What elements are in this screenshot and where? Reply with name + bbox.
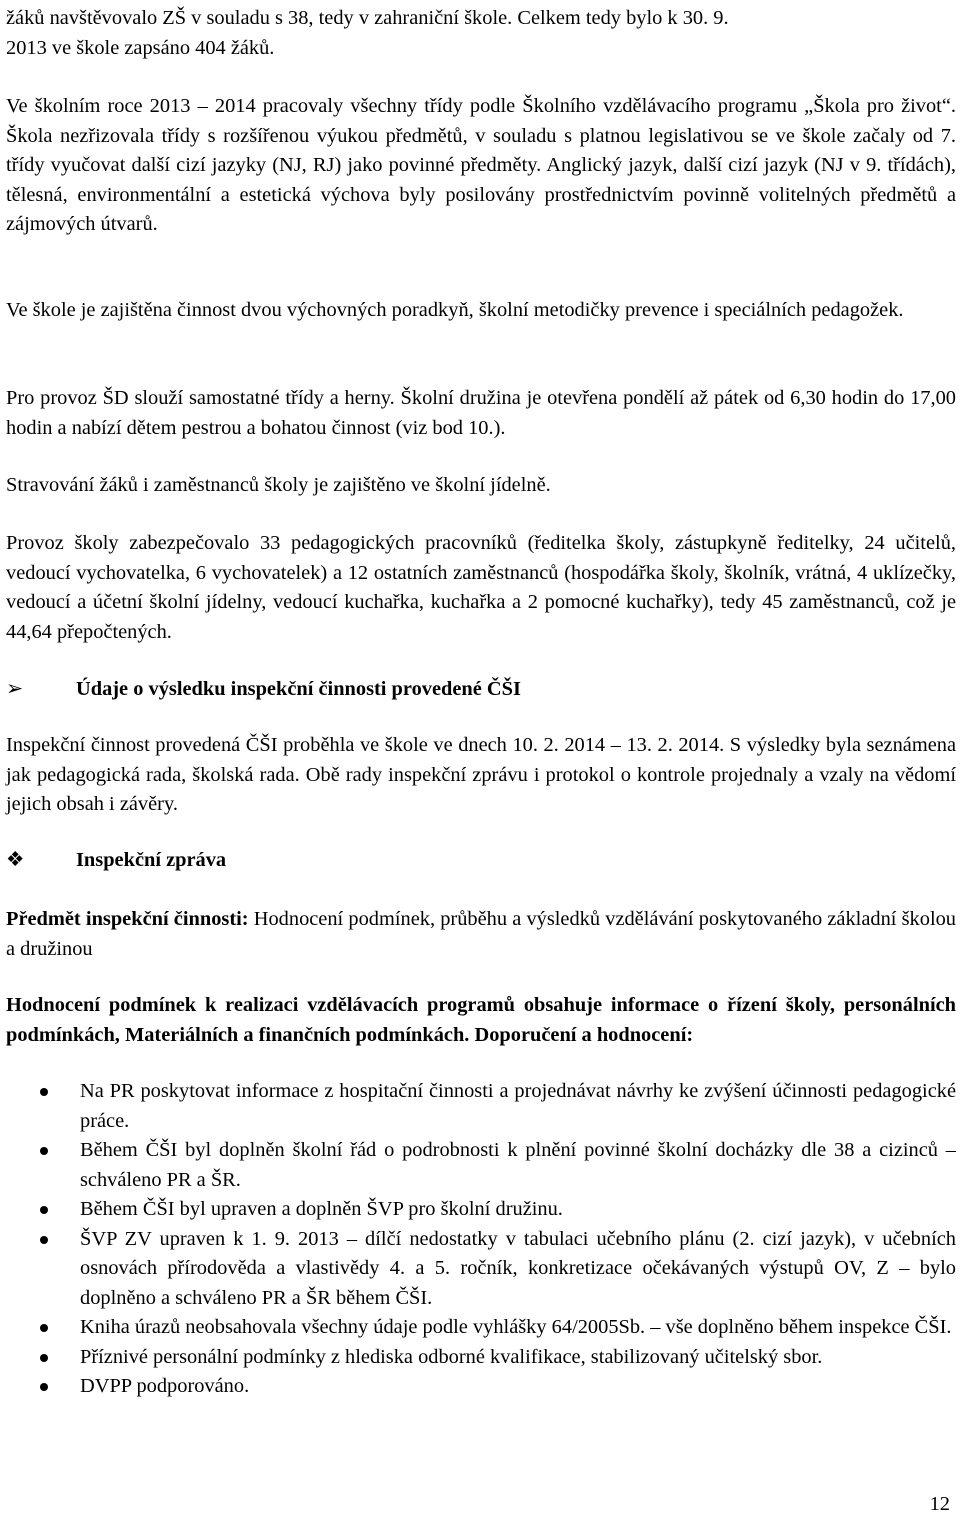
list-item: Během ČŠI byl upraven a doplněn ŠVP pro školní družinu.: [6, 1195, 956, 1225]
recommendations-list: [6, 1077, 956, 1402]
paragraph-evaluation-heading: Hodnocení podmínek k realizaci vzdělávacích programů obsahuje informace o řízení školy, personálních podmínkách, Materiálních a finančních podmínkách. Doporučení a hodnocení:: [6, 994, 956, 1046]
paragraph-inspection-dates: Inspekční činnost provedená ČŠI proběhla ve škole ve dnech 10. 2. 2014 – 13. 2. 2014. S výsledky byla seznámena jak pedagogická rada, školská rada. Obě rady inspekční zprávu i protokol o kontrole projednaly a vzaly na vědomí jejich obsah i závěry.: [6, 734, 956, 815]
paragraph-line: 2013 ve škole zapsáno 404 žáků.: [6, 36, 275, 59]
list-item: DVPP podporováno.: [6, 1372, 956, 1402]
bullet-dot-icon: [40, 1088, 48, 1096]
paragraph-canteen: Stravování žáků i zaměstnanců školy je zajištěno ve školní jídelně.: [6, 474, 551, 496]
paragraph-counselors: Ve škole je zajištěna činnost dvou výchovných poradkyň, školní metodičky prevence i speciálních pedagožek.: [6, 299, 904, 321]
bullet-dot-icon: [40, 1147, 48, 1155]
list-item: Během ČŠI byl doplněn školní řád o podrobnosti k plnění povinné školní docházky dle 38 a cizinců – schváleno PR a ŠR.: [6, 1136, 956, 1195]
diamond-bullet-icon: ❖: [6, 849, 25, 871]
paragraph-inspection-subject: [6, 905, 956, 964]
section-title: Údaje o výsledku inspekční činnosti provedené ČŠI: [76, 678, 521, 700]
page-number: 12: [929, 1493, 950, 1515]
paragraph-line: žáků navštěvovalo ZŠ v souladu s 38, tedy v zahraniční škole. Celkem tedy bylo k 30. 9.: [6, 7, 729, 29]
inspection-subject-text: Hodnocení podmínek, průběhu a výsledků vzdělávání poskytovaného základní školou a družinou: [6, 908, 956, 960]
paragraph-curriculum: Ve školním roce 2013 – 2014 pracovaly všechny třídy podle Školního vzdělávacího programu „Škola pro život“. Škola nezřizovala třídy s rozšířenou výukou předmětů, v souladu s platnou legislativou se ve škole začaly od 7. třídy vyučovat další cizí jazyky (NJ, RJ) jako povinné předměty. Anglický jazyk, další cizí jazyk (NJ v 9. třídách), tělesná, environmentální a estetická výchova byly posilovány prostřednictvím povinně volitelných předmětů a zájmových útvarů.: [6, 95, 956, 235]
list-item: Příznivé personální podmínky z hlediska odborné kvalifikace, stabilizovaný učitelský sbor.: [6, 1343, 956, 1373]
bullet-dot-icon: [40, 1324, 48, 1332]
section-heading-inspection-report: [6, 846, 956, 876]
section-title: Inspekční zpráva: [76, 849, 227, 871]
paragraph-after-school-club: Pro provoz ŠD slouží samostatné třídy a herny. Školní družina je otevřena pondělí až pátek od 6,30 hodin do 17,00 hodin a nabízí dětem pestrou a bohatou činnost (viz bod 10.).: [6, 387, 956, 439]
arrow-bullet-icon: ➢: [6, 678, 24, 700]
inspection-subject-label: Předmět inspekční činnosti:: [6, 908, 249, 930]
paragraph-staff: Provoz školy zabezpečovalo 33 pedagogických pracovníků (ředitelka školy, zástupkyně ředitelky, 24 učitelů, vedoucí vychovatelka, 6 vychovatelek) a 12 ostatních zaměstnanců (hospodářka školy, školník, vrátná, 4 uklízečky, vedoucí a účetní školní jídelny, vedoucí kuchařka, kuchařka a 2 pomocné kuchařky), tedy 45 zaměstnanců, což je 44,64 přepočtených.: [6, 532, 956, 643]
bullet-dot-icon: [40, 1206, 48, 1214]
bullet-dot-icon: [40, 1236, 48, 1244]
list-item: ŠVP ZV upraven k 1. 9. 2013 – dílčí nedostatky v tabulaci učebního plánu (2. cizí jazyk), v učebních osnovách přírodověda a vlastivědy 4. a 5. ročník, konkretizace očekávaných výstupů OV, Z – bylo doplněno a schváleno PR a ŠR během ČŠI.: [6, 1225, 956, 1314]
paragraph-continuation: [6, 4, 956, 63]
section-heading-inspection-results: [6, 675, 956, 705]
list-item: Kniha úrazů neobsahovala všechny údaje podle vyhlášky 64/2005Sb. – vše doplněno během inspekce ČŠI.: [6, 1313, 956, 1343]
bullet-dot-icon: [40, 1354, 48, 1362]
bullet-dot-icon: [40, 1383, 48, 1391]
list-item: Na PR poskytovat informace z hospitační činnosti a projednávat návrhy ke zvýšení účinnosti pedagogické práce.: [6, 1077, 956, 1136]
